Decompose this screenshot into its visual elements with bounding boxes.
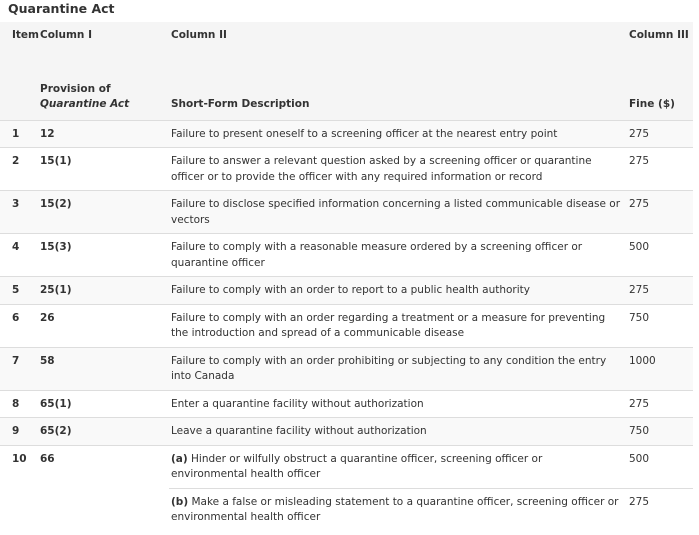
row-fine: 750 — [627, 304, 693, 347]
header-row-columns — [0, 22, 693, 60]
header-column-2: Column II — [169, 22, 627, 60]
table-row — [0, 347, 693, 390]
row-provision: 66 — [36, 445, 169, 531]
row-provision: 65(2) — [36, 418, 169, 446]
row-description: Failure to answer a relevant question asked by a screening officer or quarantine officer or to provide the officer with any required information or record — [169, 148, 627, 191]
row-item: 10 — [0, 445, 36, 531]
sub-item-text-a: Hinder or wilfully obstruct a quarantine officer, screening officer or environmental health officer — [171, 452, 543, 480]
header-column-3: Column III — [627, 22, 693, 60]
sub-item-label-a: (a) — [171, 452, 188, 465]
table-body — [0, 120, 693, 531]
table-row — [0, 445, 693, 488]
header-item: Item — [0, 22, 36, 60]
row-item: 7 — [0, 347, 36, 390]
row-fine: 275 — [627, 148, 693, 191]
row-item: 9 — [0, 418, 36, 446]
header-description: Short-Form Description — [169, 60, 627, 120]
table-header — [0, 22, 693, 120]
row-provision: 26 — [36, 304, 169, 347]
row-provision: 15(3) — [36, 234, 169, 277]
row-provision: 58 — [36, 347, 169, 390]
row-provision: 12 — [36, 120, 169, 148]
table-row — [0, 304, 693, 347]
row-description: Failure to comply with a reasonable measure ordered by a screening officer or quarantine officer — [169, 234, 627, 277]
table-row — [0, 234, 693, 277]
row-description: Failure to disclose specified information concerning a listed communicable disease or vectors — [169, 191, 627, 234]
table-row — [0, 148, 693, 191]
row-fine-b: 275 — [627, 488, 693, 531]
row-fine: 275 — [627, 120, 693, 148]
row-item: 2 — [0, 148, 36, 191]
row-provision: 65(1) — [36, 390, 169, 418]
row-item: 3 — [0, 191, 36, 234]
row-description-b — [169, 488, 627, 531]
row-item: 8 — [0, 390, 36, 418]
table-row — [0, 390, 693, 418]
sub-item-text-b: Make a false or misleading statement to a quarantine officer, screening officer or environmental health officer — [171, 495, 619, 523]
header-provision-line1: Provision of — [40, 82, 111, 95]
row-provision: 15(1) — [36, 148, 169, 191]
table-row — [0, 120, 693, 148]
row-description: Failure to comply with an order to report to a public health authority — [169, 277, 627, 305]
row-description: Failure to present oneself to a screening officer at the nearest entry point — [169, 120, 627, 148]
row-description: Failure to comply with an order regarding a treatment or a measure for preventing the introduction and spread of a communicable disease — [169, 304, 627, 347]
table-row — [0, 277, 693, 305]
fines-table — [0, 22, 693, 531]
row-description: Enter a quarantine facility without authorization — [169, 390, 627, 418]
row-fine: 750 — [627, 418, 693, 446]
row-description-a — [169, 445, 627, 488]
row-description: Failure to comply with an order prohibiting or subjecting to any condition the entry into Canada — [169, 347, 627, 390]
row-item: 1 — [0, 120, 36, 148]
row-description: Leave a quarantine facility without authorization — [169, 418, 627, 446]
header-provision-line2: Quarantine Act — [40, 98, 130, 110]
row-fine: 1000 — [627, 347, 693, 390]
header-column-1: Column I — [36, 22, 169, 60]
table-caption: Quarantine Act — [8, 1, 115, 16]
row-item: 5 — [0, 277, 36, 305]
row-fine: 275 — [627, 277, 693, 305]
row-fine: 275 — [627, 191, 693, 234]
row-fine: 275 — [627, 390, 693, 418]
row-item: 4 — [0, 234, 36, 277]
row-provision: 25(1) — [36, 277, 169, 305]
header-row-labels — [0, 60, 693, 120]
sub-item-label-b: (b) — [171, 495, 189, 508]
header-item-blank — [0, 60, 36, 120]
header-fine: Fine ($) — [627, 60, 693, 120]
row-fine-a: 500 — [627, 445, 693, 488]
row-provision: 15(2) — [36, 191, 169, 234]
table-row — [0, 418, 693, 446]
row-item: 6 — [0, 304, 36, 347]
table-row — [0, 191, 693, 234]
header-provision — [36, 60, 169, 120]
row-fine: 500 — [627, 234, 693, 277]
